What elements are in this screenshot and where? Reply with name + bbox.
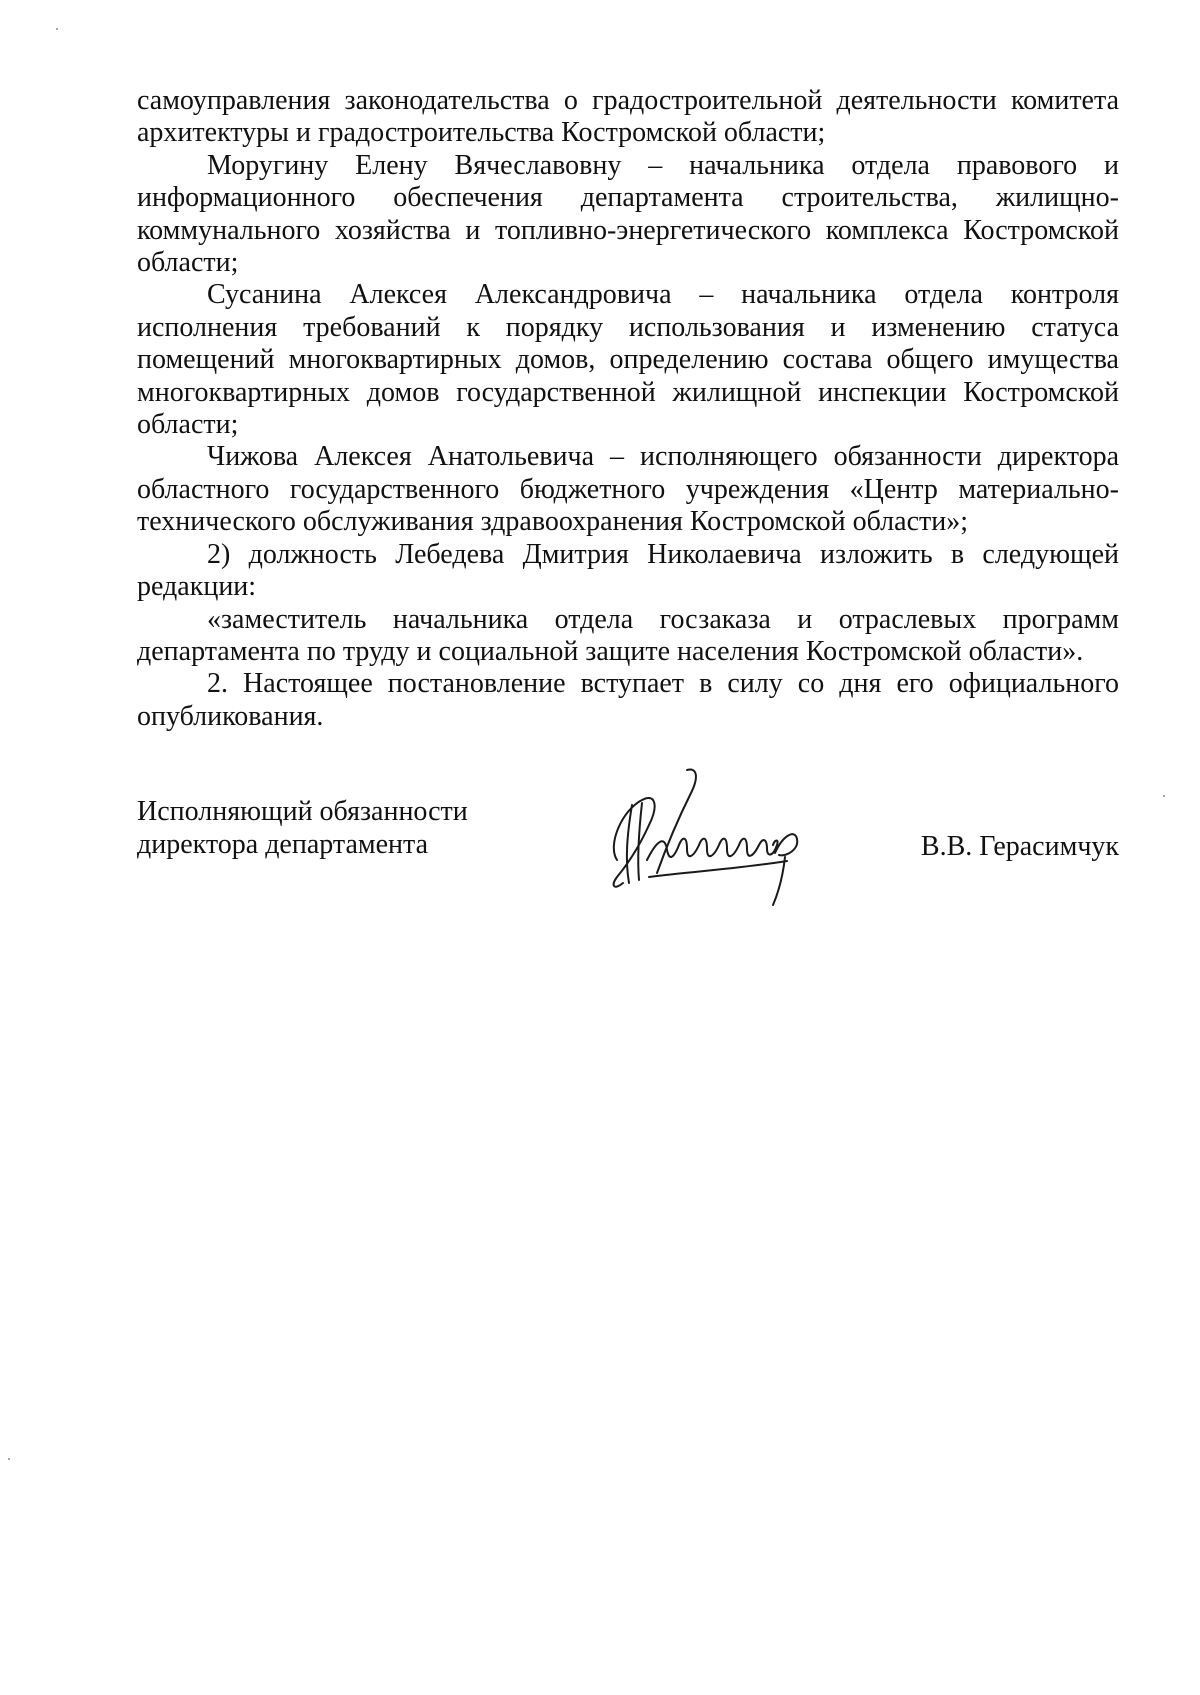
paragraph-6: «заместитель начальника отдела госзаказа и отраслевых программ департамента по труду и социальной защите населения Костромской области».: [137, 603, 1119, 667]
paragraph-7: 2. Настоящее постановление вступает в силу со дня его официального опубликования.: [137, 668, 1119, 732]
paragraph-1: самоуправления законодательства о градостроительной деятельности комитета архитектуры и градостроительства Костромской области;: [137, 85, 1119, 149]
signatory-name: В.В. Герасимчук: [920, 831, 1119, 862]
handwritten-signature: [587, 765, 827, 915]
paragraph-5: 2) должность Лебедева Дмитрия Николаевича изложить в следующей редакции:: [137, 538, 1119, 603]
signatory-position-line-1: Исполняющий обязанности: [137, 796, 468, 827]
paragraph-2: Моругину Елену Вячеславовну – начальника отдела правового и информационного обеспечения департамента строительства, жилищно-коммунального хозяйства и топливно-энергетического комплекса Костромской области;: [137, 149, 1119, 279]
paragraph-4: Чижова Алексея Анатольевича – исполняющего обязанности директора областного государственного бюджетного учреждения «Центр материально-технического обслуживания здравоохранения Костромской области»;: [137, 441, 1119, 538]
signatory-position: [137, 795, 468, 861]
signature-block: [137, 795, 1119, 915]
scan-speck: [1163, 795, 1165, 797]
scan-speck: [8, 1458, 10, 1460]
document-body: [137, 85, 1119, 733]
paragraph-3: Сусанина Алексея Александровича – начальника отдела контроля исполнения требований к порядку использования и изменению статуса помещений многоквартирных домов, определению состава общего имущества многоквартирных домов государственной жилищной инспекции Костромской области;: [137, 279, 1119, 441]
scan-speck: [56, 28, 58, 30]
signatory-position-line-2: директора департамента: [137, 829, 429, 860]
